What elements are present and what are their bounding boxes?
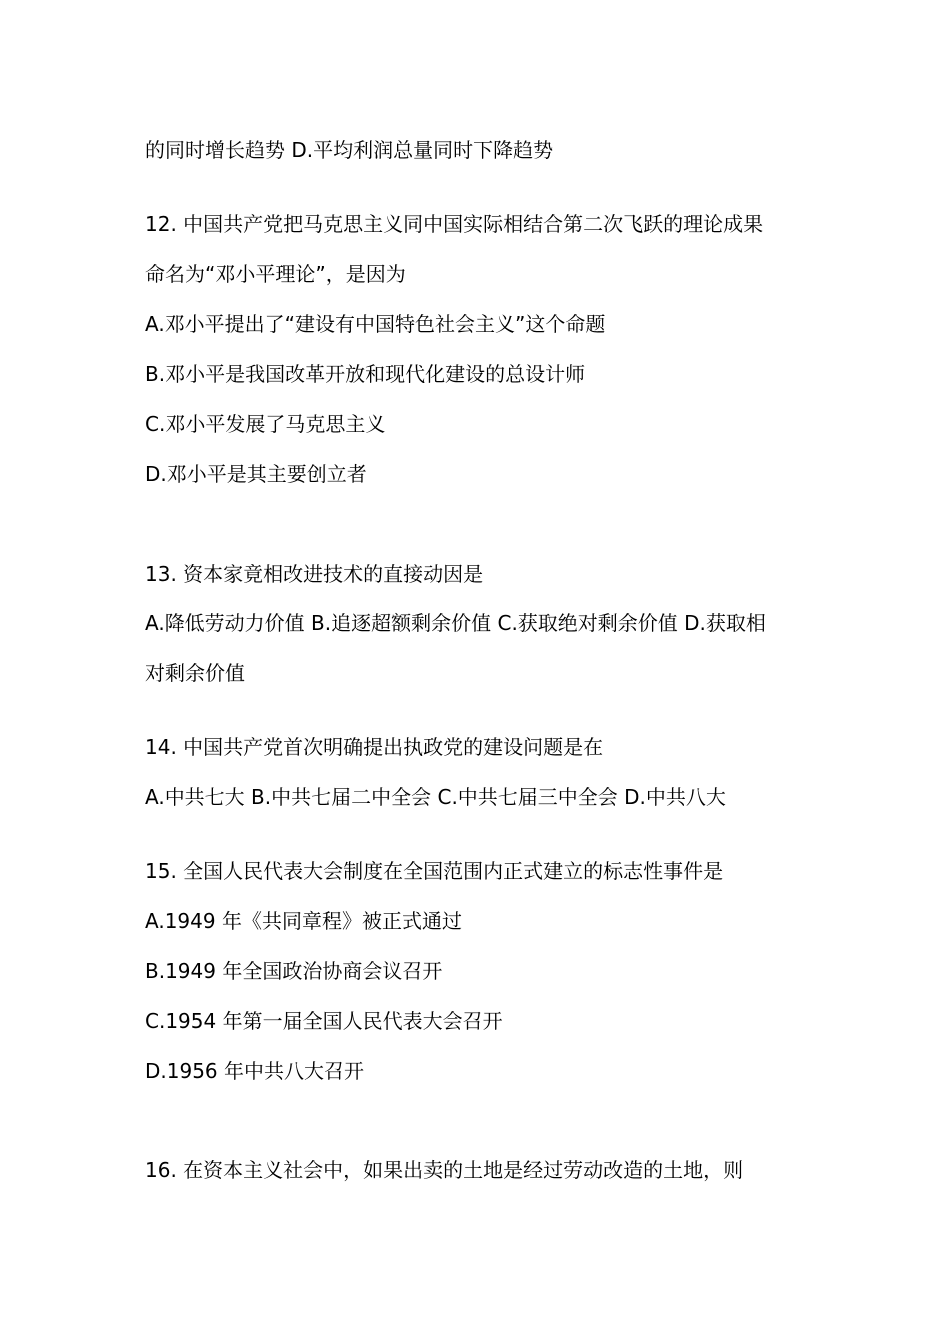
question-14-options: A.中共七大 B.中共七届二中全会 C.中共七届三中全会 D.中共八大 — [145, 785, 726, 809]
question-15-option-d: D.1956 年中共八大召开 — [145, 1059, 365, 1083]
question-12-option-a: A.邓小平提出了“建设有中国特色社会主义”这个命题 — [145, 312, 606, 336]
question-12-option-b: B.邓小平是我国改革开放和现代化建设的总设计师 — [145, 362, 586, 386]
question-12-option-c: C.邓小平发展了马克思主义 — [145, 412, 386, 436]
question-12-stem: 12. 中国共产党把马克思主义同中国实际相结合第二次飞跃的理论成果 — [145, 212, 764, 236]
question-14-stem: 14. 中国共产党首次明确提出执政党的建设问题是在 — [145, 735, 604, 759]
question-15-option-c: C.1954 年第一届全国人民代表大会召开 — [145, 1009, 503, 1033]
question-15-option-a: A.1949 年《共同章程》被正式通过 — [145, 909, 462, 933]
question-15-stem: 15. 全国人民代表大会制度在全国范围内正式建立的标志性事件是 — [145, 859, 724, 883]
question-15-option-b: B.1949 年全国政治协商会议召开 — [145, 959, 443, 983]
question-12-stem-continued: 命名为“邓小平理论”，是因为 — [145, 262, 406, 286]
question-12-option-d: D.邓小平是其主要创立者 — [145, 462, 367, 486]
question-16-stem: 16. 在资本主义社会中，如果出卖的土地是经过劳动改造的土地，则 — [145, 1158, 744, 1182]
text-line: 的同时增长趋势 D.平均利润总量同时下降趋势 — [145, 138, 554, 162]
question-13-options-continued: 对剩余价值 — [145, 661, 245, 685]
question-13-options: A.降低劳动力价值 B.追逐超额剩余价值 C.获取绝对剩余价值 D.获取相 — [145, 611, 766, 635]
question-13-stem: 13. 资本家竟相改进技术的直接动因是 — [145, 562, 484, 586]
